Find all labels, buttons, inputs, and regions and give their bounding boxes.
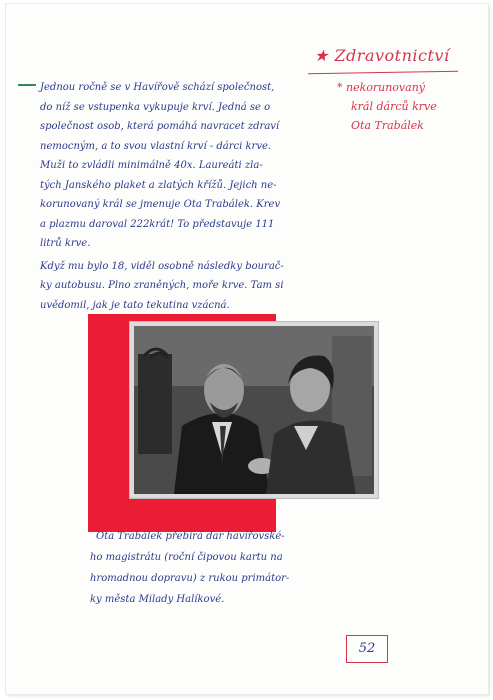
margin-mark	[18, 84, 36, 86]
heading-text: Zdravotnictví	[334, 46, 450, 65]
heading-star-icon: ★	[314, 46, 329, 65]
caption-line: ky města Milady Halíkové.	[90, 594, 225, 605]
body-line: Muži to zvládli minimálně 40x. Laureáti zla-	[40, 160, 263, 171]
body-line: Když mu bylo 18, viděl osobně následky bourač-	[40, 260, 284, 272]
photo-caption	[90, 526, 360, 610]
caption-line: ho magistrátu (roční čipovou kartu na	[90, 552, 283, 563]
side-note-line-2: král dárců krve	[351, 100, 437, 113]
body-line: korunovaný král se jmenuje Ota Trabálek. Krev	[40, 199, 281, 210]
body-line: společnost osob, která pomáhá navracet zdraví	[40, 121, 280, 132]
heading-underline	[308, 71, 458, 75]
scrapbook-page	[6, 4, 488, 694]
side-note	[337, 78, 477, 135]
asterisk-marker: *	[337, 81, 343, 94]
photo-illustration	[134, 326, 374, 494]
caption-line: hromadnou dopravu) z rukou primátor-	[90, 573, 290, 584]
body-line: uvědomil, jak je tato tekutina vzácná.	[40, 299, 230, 311]
side-note-line-1: * nekorunovaný	[337, 81, 426, 94]
body-line: litrů krve.	[40, 238, 91, 249]
handwritten-body-text	[40, 78, 340, 315]
body-line: nemocným, a to svou vlastní krví - dárci krve.	[40, 140, 272, 152]
body-line: do níž se vstupenka vykupuje krví. Jedná se o	[40, 101, 271, 113]
body-line: a plazmu daroval 222krát! To představuje 111	[40, 218, 275, 230]
body-line: ky autobusu. Plno zraněných, moře krve. Tam si	[40, 280, 284, 291]
section-heading	[314, 46, 450, 65]
caption-line: Ota Trabálek přebírá dar havířovské-	[96, 531, 285, 542]
body-line: tých Janského plaket a zlatých křížů. Jejich ne-	[40, 179, 277, 191]
body-line: Jednou ročně se v Havířově schází společnost,	[40, 82, 275, 93]
newspaper-photo	[130, 322, 378, 498]
page-number: 52	[346, 635, 388, 663]
side-note-line-3: Ota Trabálek	[351, 119, 424, 132]
